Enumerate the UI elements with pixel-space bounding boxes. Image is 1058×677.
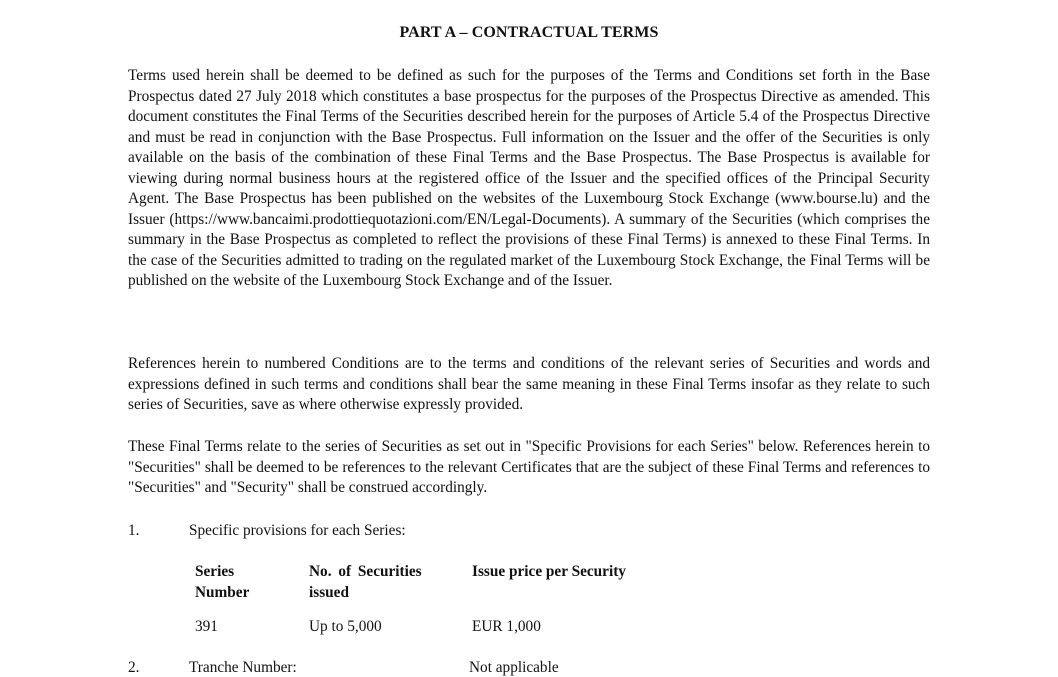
paragraph-terms: Terms used herein shall be deemed to be defined as such for the purposes of the Terms and Conditions set forth in the Base Prospectus dated 27 July 2018 which constitutes a base prospectus for the purposes of the Prospectus Directive as amended. This document constitutes the Final Terms of the Securities described herein for the purposes of Article 5.4 of the Prospectus Directive and must be read in conjunction with the Base Prospectus. Full information on the Issuer and the offer of the Securities is only available on the basis of the combination of these Final Terms and the Base Prospectus. The Base Prospectus is available for viewing during normal business hours at the registered office of the Issuer and the specified offices of the Principal Security Agent. The Base Prospectus has been published on the websites of the Luxembourg Stock Exchange (www.bourse.lu) and the Issuer (https://www.bancaimi.prodottiequotazioni.com/EN/Legal-Documents). A summary of the Securities (which comprises the summary in the Base Prospectus as completed to reflect the provisions of these Final Terms) is annexed to these Final Terms. In the case of the Securities admitted to trading on the regulated market of the Luxembourg Stock Exchange, the Final Terms will be published on the website of the Luxembourg Stock Exchange and of the Issuer. <box>128 67 930 289</box>
table-header-series-number: Series Number <box>195 563 250 601</box>
table-cell-securities-issued: Up to 5,000 <box>309 618 382 635</box>
paragraph-final-terms: These Final Terms relate to the series of Securities as set out in "Specific Provisions for each Series" below. References herein to "Securities" shall be deemed to be references to the relevant Certificates that are the subject of these Final Terms and references to "Securities" and "Security" shall be construed accordingly. <box>128 438 930 496</box>
item-label: Tranche Number: <box>189 659 297 676</box>
item-number: 1. <box>128 522 140 539</box>
table-header-securities-issued: No. of Securities issued <box>309 563 422 601</box>
item-label: Specific provisions for each Series: <box>189 522 406 539</box>
section-heading: PART A – CONTRACTUAL TERMS <box>399 24 659 41</box>
table-cell-issue-price: EUR 1,000 <box>472 618 541 635</box>
item-value: Not applicable <box>469 659 559 676</box>
item-number: 2. <box>128 659 140 676</box>
table-header-issue-price: Issue price per Security <box>472 563 626 580</box>
table-cell-series-number: 391 <box>195 618 218 635</box>
paragraph-references: References herein to numbered Conditions are to the terms and conditions of the relevant series of Securities and words and expressions defined in such terms and conditions shall bear the same meaning in these Final Terms insofar as they relate to such series of Securities, save as where otherwise expressly provided. <box>128 355 930 413</box>
